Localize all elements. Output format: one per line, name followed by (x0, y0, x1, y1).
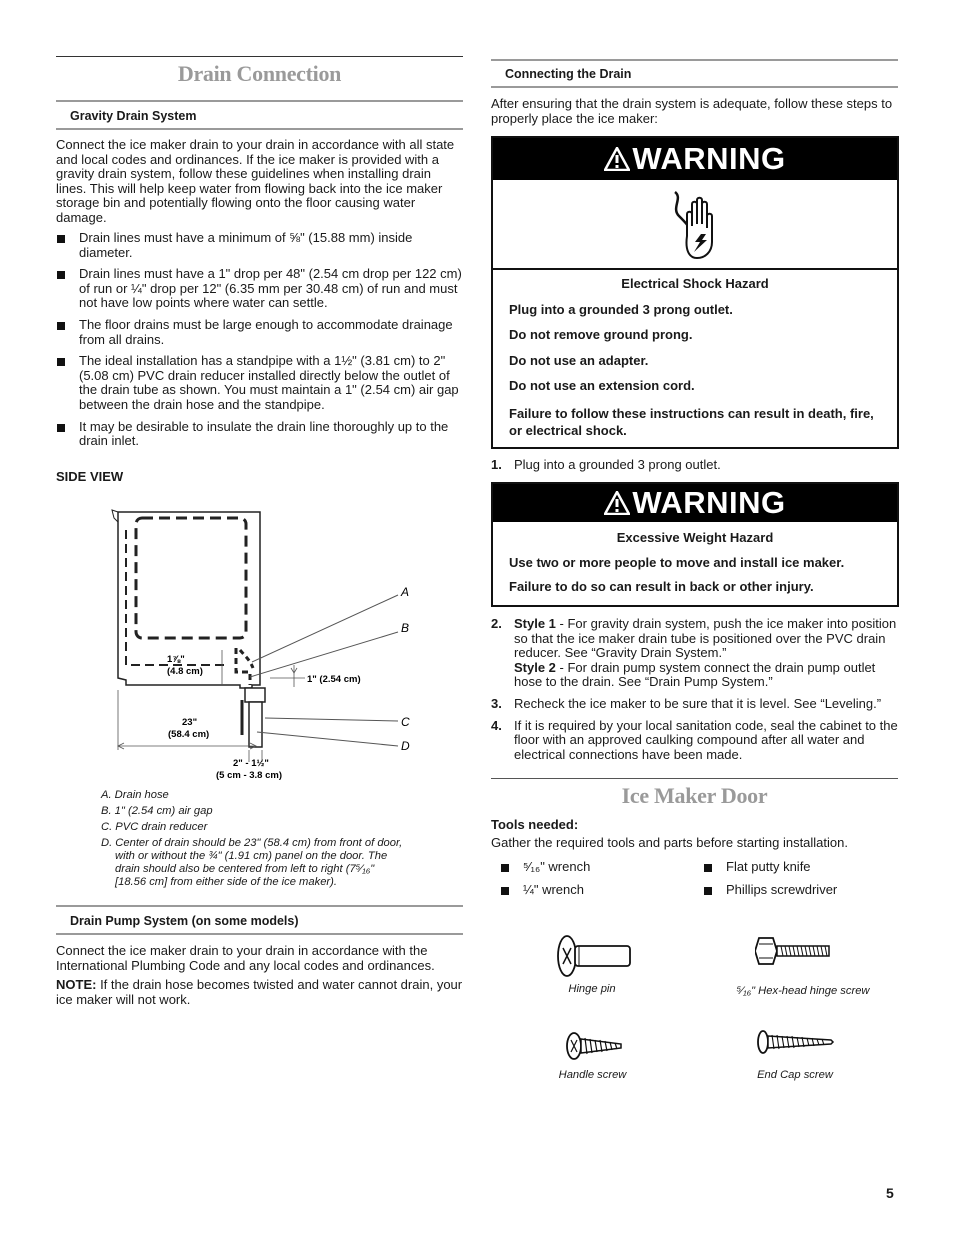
list-item: ¼" wrench (500, 883, 690, 898)
warning-triangle-icon (604, 147, 630, 171)
step-1 (491, 458, 898, 473)
warning-line: Do not use an adapter. (509, 352, 649, 368)
warning-title: WARNING (632, 485, 786, 520)
rule (56, 128, 463, 130)
storage-bin-outline (136, 518, 246, 638)
heading-drain-pump: Drain Pump System (on some models) (70, 914, 299, 928)
pump-text: Connect the ice maker drain to your drain in accordance with the International Plumbing Code and any local codes and ordinances. (56, 943, 435, 973)
warning-line: Do not use an extension cord. (509, 378, 695, 394)
hinge-pin-illustration (555, 932, 635, 980)
step-number: 2. (491, 616, 502, 631)
step-4 (491, 719, 898, 763)
warning-body (493, 270, 897, 439)
step-number: 3. (491, 695, 502, 711)
step-3 (491, 697, 898, 712)
standpipe (249, 702, 262, 747)
legend-item: A. Drain hose (101, 789, 169, 801)
side-view-diagram (100, 500, 430, 790)
list-item: Drain lines must have a 1" drop per 48" (2.54 cm drop per 122 cm) of run or ¼" drop per 12" (6.35 mm per 30.48 cm) of run and must not have low points where water can settle. (56, 267, 464, 311)
dim-depth-text-1: 23" (182, 717, 198, 728)
warning-header (493, 484, 897, 522)
warning-pictogram-area (493, 180, 897, 270)
note-label: NOTE: (56, 977, 97, 992)
label-d: D (401, 739, 410, 753)
warning-title: WARNING (632, 141, 786, 176)
list-item: The floor drains must be large enough to accommodate drainage from all drains. (56, 318, 464, 347)
hazard-title: Excessive Weight Hazard (616, 530, 774, 545)
label-b: B (401, 621, 410, 635)
handle-screw-illustration (565, 1030, 625, 1062)
step-number: 4. (491, 717, 502, 733)
heading-connecting-drain: Connecting the Drain (505, 67, 632, 81)
end-cap-screw-illustration (757, 1028, 837, 1056)
section-title-drain-connection: Drain Connection (177, 61, 342, 86)
section-title-ice-maker-door: Ice Maker Door (621, 783, 768, 808)
step-2 (491, 617, 898, 690)
list-item: Flat putty knife (703, 860, 898, 875)
legend-item: C. PVC drain reducer (101, 821, 208, 833)
part-label-end-cap-screw: End Cap screw (757, 1069, 833, 1081)
dim-height-text-1: 1⅞" (167, 654, 185, 665)
warning-weight (491, 482, 899, 607)
warning-line: Use two or more people to move and install ice maker. (509, 554, 845, 570)
list-item: Phillips screwdriver (703, 883, 898, 898)
legend-item-cont: drain should also be centered from left to right (7⁵⁄₁₆" (115, 863, 375, 875)
hex-head-hinge-screw-illustration (755, 934, 835, 968)
rule (491, 778, 898, 779)
legend-item: D. Center of drain should be 23" (58.4 cm) from front of door, (101, 837, 403, 849)
warning-header (493, 138, 897, 180)
step-text: - For drain pump system connect the drain pump outlet hose to the drain. See “Drain Pump System.” (514, 659, 876, 690)
tools-list-right (703, 860, 898, 904)
heading-gravity-drain: Gravity Drain System (70, 109, 197, 123)
legend-item-cont: [18.56 cm] from either side of the ice maker). (115, 876, 337, 888)
rule (56, 905, 463, 907)
tools-list-left (500, 860, 690, 904)
part-label-hex-head-hinge-screw: ⁵⁄₁₆" Hex-head hinge screw (736, 985, 870, 997)
gravity-bullets (56, 231, 464, 456)
warning-line: Failure to do so can result in back or other injury. (509, 579, 814, 595)
list-item: It may be desirable to insulate the drain line thoroughly up to the drain inlet. (56, 420, 464, 449)
inner-dashed-outline (126, 530, 225, 665)
step-text: If it is required by your local sanitation code, seal the cabinet to the floor with an approved caulking compound after all water and electrical connections have been made. (514, 717, 898, 762)
style-1-label: Style 1 (514, 616, 556, 631)
dim-depth-text-2: (58.4 cm) (168, 729, 210, 740)
step-number: 1. (491, 457, 502, 472)
list-item: The ideal installation has a standpipe with a 1½" (3.81 cm) to 2" (5.08 cm) PVC drain reducer installed directly below the outlet of the drain tube as shown. You must maintain a 1" (2.54 cm) air gap between the drain hose and the standpipe. (56, 354, 464, 412)
door-edge (112, 510, 118, 522)
list-item: Drain lines must have a minimum of ⅝" (15.88 mm) inside diameter. (56, 231, 464, 260)
dim-height-text-2: (4.8 cm) (167, 666, 203, 677)
pvc-drain-reducer (245, 688, 265, 702)
diagram-legend (101, 789, 441, 889)
leader-c (265, 718, 398, 721)
leader-b (250, 632, 398, 677)
electric-shock-hand-icon (667, 186, 727, 262)
note-text: If the drain hose becomes twisted and water cannot drain, your ice maker will not work. (56, 977, 463, 1007)
legend-item: B. 1" (2.54 cm) air gap (101, 805, 213, 817)
leader-a (252, 595, 398, 662)
warning-line: Plug into a grounded 3 prong outlet. (509, 301, 733, 317)
hazard-title: Electrical Shock Hazard (621, 276, 769, 291)
rule (491, 86, 898, 88)
page-number: 5 (886, 1185, 894, 1201)
rule (56, 933, 463, 935)
warning-line: Failure to follow these instructions can result in death, fire, or electrical shock. (509, 405, 874, 438)
cabinet-outline (118, 512, 260, 688)
gravity-intro: Connect the ice maker drain to your drain in accordance with all state and local codes and ordinances. If the ice maker is provided with a gravity drain system, follow these guidelines when installing drain lines. This will help keep water from flowing back into the ice maker storage bin and potentially flowing onto the floor causing water damage. (56, 137, 455, 225)
rule (56, 100, 463, 102)
warning-line: Do not remove ground prong. (509, 327, 693, 343)
part-label-hinge-pin: Hinge pin (568, 983, 616, 995)
drain-hose-curve (240, 650, 253, 668)
step-text: - For gravity drain system, push the ice maker into position so that the ice maker drain tube is positioned over the PVC drain reducer. See “Gravity Drain System.” (514, 616, 897, 661)
style-2-label: Style 2 (514, 659, 556, 675)
install-steps (491, 617, 898, 769)
connecting-intro: After ensuring that the drain system is adequate, follow these steps to properly place the ice maker: (491, 96, 893, 126)
warning-electrical (491, 136, 899, 449)
legend-item-cont: with or without the ¾" (1.91 cm) panel on the door. The (115, 850, 388, 862)
top-rule (56, 56, 463, 57)
warning-triangle-icon (604, 491, 630, 515)
side-view-label: SIDE VIEW (56, 469, 124, 484)
pump-note (56, 978, 466, 1007)
label-a: A (401, 585, 410, 599)
rule (491, 59, 898, 61)
label-c: C (401, 715, 410, 729)
part-label-handle-screw: Handle screw (558, 1069, 627, 1081)
warning-body (493, 522, 897, 595)
tools-intro: Gather the required tools and parts before starting installation. (491, 835, 848, 850)
list-item: ⁵⁄₁₆" wrench (500, 860, 690, 875)
tools-label: Tools needed: (491, 817, 579, 832)
dim-pipe-text-2: (5 cm - 3.8 cm) (216, 770, 282, 781)
dim-pipe-text-1: 2" - 1½" (233, 758, 269, 769)
leader-d (257, 732, 398, 746)
step-text: Recheck the ice maker to be sure that it is level. See “Leveling.” (514, 695, 882, 711)
step-text: Plug into a grounded 3 prong outlet. (514, 457, 721, 472)
dim-gap-text: 1" (2.54 cm) (307, 674, 361, 685)
